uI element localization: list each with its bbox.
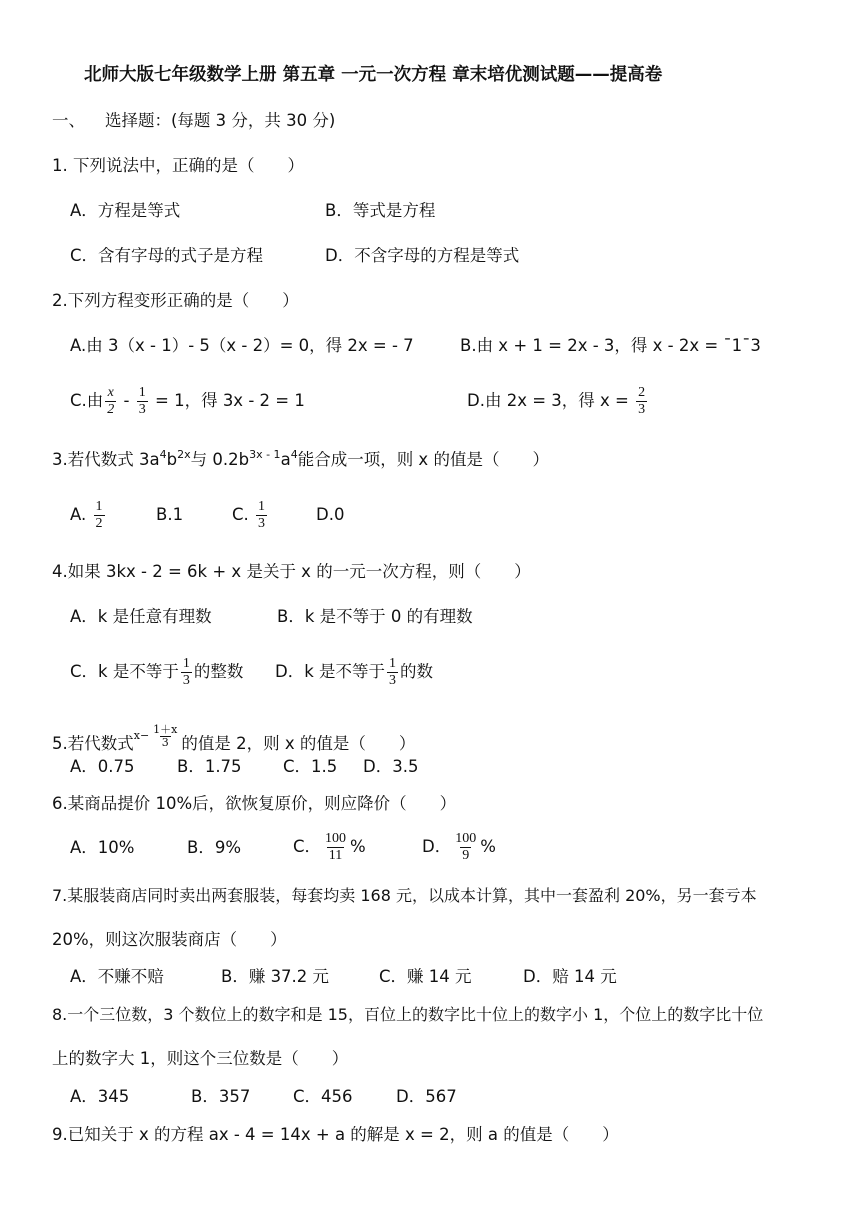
denominator: 3 [138, 402, 146, 417]
q6-option-c [293, 827, 366, 867]
q2-option-a: A.由 3（x - 1）- 5（x - 2）= 0，得 2x = - 7 [70, 336, 414, 355]
q3-stem-part: b [166, 450, 178, 469]
q3-stem [52, 449, 549, 471]
exponent: 3x - 1 [249, 448, 281, 461]
percent-sign: % [480, 837, 496, 856]
q3-stem-part: 能合成一项，则 x 的值是（ ） [297, 450, 549, 469]
section-number: 一、 [52, 111, 85, 130]
denominator: 3 [161, 735, 169, 749]
q4-c-fraction [181, 656, 192, 689]
document-title: 北师大版七年级数学上册 第五章 一元一次方程 章末培优测试题——提高卷 [84, 65, 663, 85]
q2-c-suffix: = 1，得 3x - 2 = 1 [155, 391, 305, 410]
exponent: 2x [177, 448, 191, 461]
q6-option-b: B．9% [187, 838, 241, 857]
q7-stem-line-2: 20%，则这次服装商店（ ） [52, 930, 287, 949]
q8-stem-line-1: 8.一个三位数，3 个数位上的数字和是 15，百位上的数字比十位上的数字小 1，个位上的数字比十位 [52, 1005, 764, 1024]
q5-option-d: D．3.5 [363, 757, 419, 776]
numerator: x [107, 385, 114, 400]
q8-option-c: C．456 [293, 1087, 353, 1106]
section-heading [52, 110, 335, 132]
q8-stem-line-2: 上的数字大 1，则这个三位数是（ ） [52, 1049, 349, 1068]
q5-expr-fraction [151, 724, 179, 749]
q7-stem-line-1: 7.某服装商店同时卖出两套服装，每套均卖 168 元，以成本计算，其中一套盈利 20%，另一套亏本 [52, 886, 757, 905]
q5-option-c: C．1.5 [283, 757, 338, 776]
denominator: 3 [182, 673, 190, 688]
q7-option-a: A．不赚不赔 [70, 967, 164, 986]
q4-d-fraction [387, 656, 398, 689]
q2-d-fraction [636, 385, 647, 418]
q4-d-suffix: 的数 [400, 662, 434, 681]
q3-option-c [232, 495, 269, 535]
denominator: 3 [638, 402, 646, 417]
q2-c-fraction-1 [105, 385, 116, 418]
q9-stem: 9.已知关于 x 的方程 ax - 4 = 14x + a 的解是 x = 2，则 a 的值是（ ） [52, 1125, 619, 1144]
percent-sign: % [350, 837, 366, 856]
q3-a-fraction [94, 499, 105, 532]
q5-option-a: A．0.75 [70, 757, 135, 776]
q7-option-d: D．赔 14 元 [523, 967, 617, 986]
q4-option-b: B．k 是不等于 0 的有理数 [277, 607, 473, 626]
numerator: 1 [95, 499, 103, 514]
q2-d-prefix: D.由 2x = 3，得 x = [467, 391, 629, 410]
q3-c-fraction [256, 499, 267, 532]
numerator: 1 [389, 656, 397, 671]
q6-stem: 6.某商品提价 10%后，欲恢复原价，则应降价（ ） [52, 794, 457, 813]
denominator: 3 [258, 516, 266, 531]
numerator: 1＋x [153, 722, 178, 736]
numerator: 1 [258, 499, 266, 514]
q6-option-d [422, 827, 496, 867]
q5-expr-x: x− [133, 729, 150, 742]
q3-stem-part: a [280, 450, 291, 469]
q8-option-d: D．567 [396, 1087, 457, 1106]
numerator: 100 [325, 831, 347, 846]
q4-stem: 4.如果 3kx - 2 = 6k + x 是关于 x 的一元一次方程，则（ ） [52, 562, 531, 581]
q3-stem-part: 3.若代数式 3a [52, 450, 160, 469]
option-letter: A. [70, 505, 87, 524]
q2-stem: 2.下列方程变形正确的是（ ） [52, 291, 299, 310]
q1-option-c: C．含有字母的式子是方程 [70, 246, 264, 265]
q2-option-d [467, 381, 649, 421]
denominator: 2 [107, 402, 115, 417]
exponent: 4 [290, 448, 298, 461]
q7-option-c: C．赚 14 元 [379, 967, 472, 986]
q4-option-a: A．k 是任意有理数 [70, 607, 212, 626]
q4-option-c [70, 652, 243, 692]
q4-d-prefix: D．k 是不等于 [275, 662, 386, 681]
numerator: 1 [182, 656, 190, 671]
denominator: 3 [389, 673, 397, 688]
q6-c-fraction [323, 831, 348, 864]
option-letter: D． [422, 837, 452, 856]
minus-sign: - [123, 391, 130, 410]
q1-stem: 1. 下列说法中，正确的是（ ） [52, 156, 304, 175]
q8-option-b: B．357 [191, 1087, 251, 1106]
section-text: 选择题：(每题 3 分，共 30 分) [105, 111, 336, 130]
q6-d-fraction [453, 831, 478, 864]
q2-option-b: B.由 x + 1 = 2x - 3，得 x - 2x = ¯1¯3 [460, 336, 761, 355]
q5-expression [134, 716, 182, 756]
q1-option-b: B．等式是方程 [325, 201, 436, 220]
q1-option-a: A．方程是等式 [70, 201, 181, 220]
q2-c-prefix: C.由 [70, 391, 104, 410]
q4-c-prefix: C．k 是不等于 [70, 662, 179, 681]
numerator: 2 [638, 385, 646, 400]
q5-stem-part: 的值是 2，则 x 的值是（ ） [181, 734, 416, 753]
q3-stem-part: 与 0.2b [190, 450, 250, 469]
q2-option-c [70, 381, 305, 421]
denominator: 2 [95, 516, 103, 531]
q5-stem-part: 5.若代数式 [52, 734, 134, 753]
q6-option-a: A．10% [70, 838, 135, 857]
q1-option-d: D．不含字母的方程是等式 [325, 246, 520, 265]
q4-option-d [275, 652, 433, 692]
q2-c-fraction-2 [137, 385, 148, 418]
q3-option-a [70, 495, 107, 535]
q5-option-b: B．1.75 [177, 757, 242, 776]
option-letter: C． [293, 837, 322, 856]
denominator: 9 [462, 848, 470, 863]
numerator: 1 [138, 385, 146, 400]
q3-option-d: D.0 [316, 505, 345, 524]
q4-c-suffix: 的整数 [193, 662, 244, 681]
q3-option-b: B.1 [156, 505, 184, 524]
numerator: 100 [455, 831, 477, 846]
denominator: 11 [328, 848, 343, 863]
exponent: 4 [159, 448, 167, 461]
q8-option-a: A．345 [70, 1087, 130, 1106]
q7-option-b: B．赚 37.2 元 [221, 967, 330, 986]
option-letter: C. [232, 505, 249, 524]
